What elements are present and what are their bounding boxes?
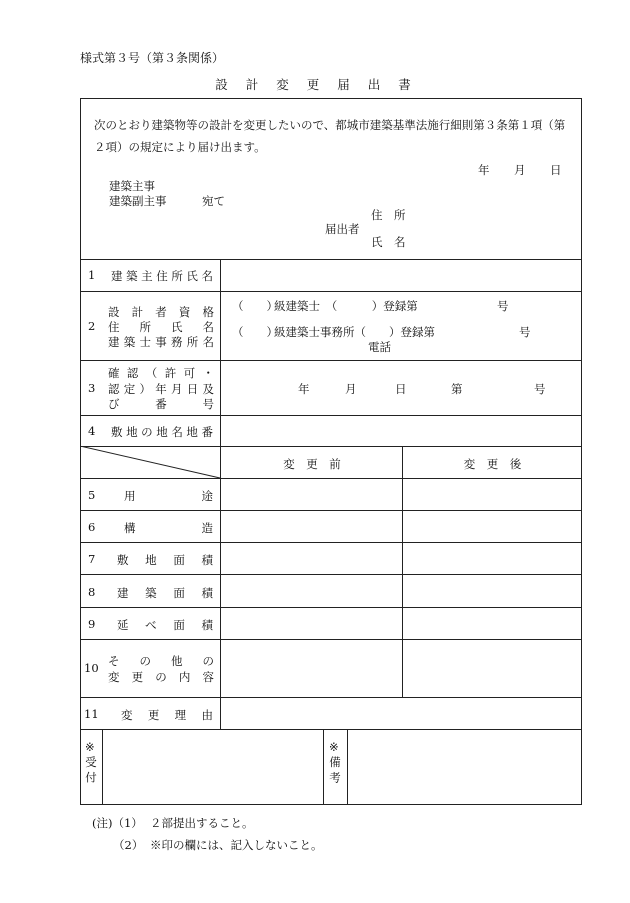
architect-go: 号 [497,299,509,313]
divider-r10 [80,697,582,698]
row3-label-line3: び 番 号 [108,397,214,411]
architect-registration: 級建築士 （ ）登録第 [274,299,418,313]
divider-intro [80,259,582,260]
addressee-line2: 建築副主事 [109,194,167,208]
confirm-day: 日 [395,382,407,396]
row1-label: 建築主住所氏名 [111,269,213,283]
remarks-divider-right [347,729,348,805]
receipt-divider [102,729,103,805]
divider-r5 [80,510,582,511]
row2-number: 2 [88,319,96,333]
row5-number: 5 [88,488,96,502]
date-year: 年 [478,163,490,177]
remarks-mark: ※ [329,740,339,754]
notifier-label: 届出者 [325,222,360,236]
row7-label: 敷地面積 [117,553,213,567]
column-after-header: 変 更 後 [463,457,522,471]
addressee-line1: 建築主事 [109,179,155,193]
receipt-mark: ※ [85,740,95,754]
office-go: 号 [519,325,531,339]
note2-prefix: （2） [113,838,144,852]
document-title: 設計変更届出書 [215,77,429,92]
divider-r9 [80,639,582,640]
row7-number: 7 [88,552,96,566]
row4-label: 敷地の地名地番 [111,425,213,439]
confirm-go: 号 [534,382,546,396]
column-before-header: 変 更 前 [283,457,341,471]
row9-label: 延べ面積 [117,618,213,632]
row11-label: 変更理由 [121,708,213,722]
date-day: 日 [550,163,562,177]
divider-r8 [80,607,582,608]
row6-label: 構造 [124,521,213,535]
confirm-year: 年 [298,382,310,396]
remarks-divider-left [323,729,324,805]
receipt-label: 受付 [84,756,98,787]
office-class-paren: （ ） [232,325,278,339]
row10-label-line1: その他の [108,654,214,668]
divider-r2 [80,360,582,361]
row9-number: 9 [88,617,96,631]
row2-label-line2: 住所氏名 [108,320,214,334]
telephone-label: 電話 [368,340,391,354]
office-registration: 級建築士事務所（ ）登録第 [274,325,435,339]
row11-number: 11 [84,707,99,721]
architect-class-paren: （ ） [232,299,278,313]
row5-label: 用途 [124,489,213,503]
date-month: 月 [514,163,526,177]
row8-label: 建築面積 [117,586,213,600]
intro-text: 次のとおり建築物等の設計を変更したいので、都城市建築基準法施行細則第３条第１項（第２項）の規定により届け出ます。 [94,118,566,154]
note1-prefix: (注)（1） [92,816,143,830]
divider-r1 [80,291,582,292]
row2-label-line3: 建築士事務所名 [108,335,214,349]
before-after-divider [402,446,403,697]
row4-number: 4 [88,424,96,438]
notifier-address: 住 所 [371,208,406,222]
remarks-label: 備考 [328,756,342,787]
notifier-name: 氏 名 [371,235,406,249]
divider-r7 [80,574,582,575]
row3-label-line2: 認定）年月日及 [108,382,214,396]
row10-label-line2: 変更の内容 [108,670,214,684]
row3-number: 3 [88,381,96,395]
divider-r3 [80,415,582,416]
form-number: 様式第３号（第３条関係） [80,51,225,65]
divider-r11 [80,729,582,730]
divider-r6 [80,542,582,543]
confirm-month: 月 [345,382,357,396]
note1-text: ２部提出すること。 [150,816,254,830]
addressee-suffix: 宛て [202,194,225,208]
label-column-divider [220,259,221,729]
note2-text: ※印の欄には、記入しないこと。 [150,838,323,852]
confirm-dai: 第 [451,382,463,396]
row6-number: 6 [88,520,96,534]
row8-number: 8 [88,585,96,599]
row10-number: 10 [84,661,99,675]
row2-label-line1: 設計者資格 [108,305,214,319]
row3-label-line1: 確認（許可・ [108,366,214,380]
header-diagonal [80,446,221,479]
row1-number: 1 [88,268,96,282]
